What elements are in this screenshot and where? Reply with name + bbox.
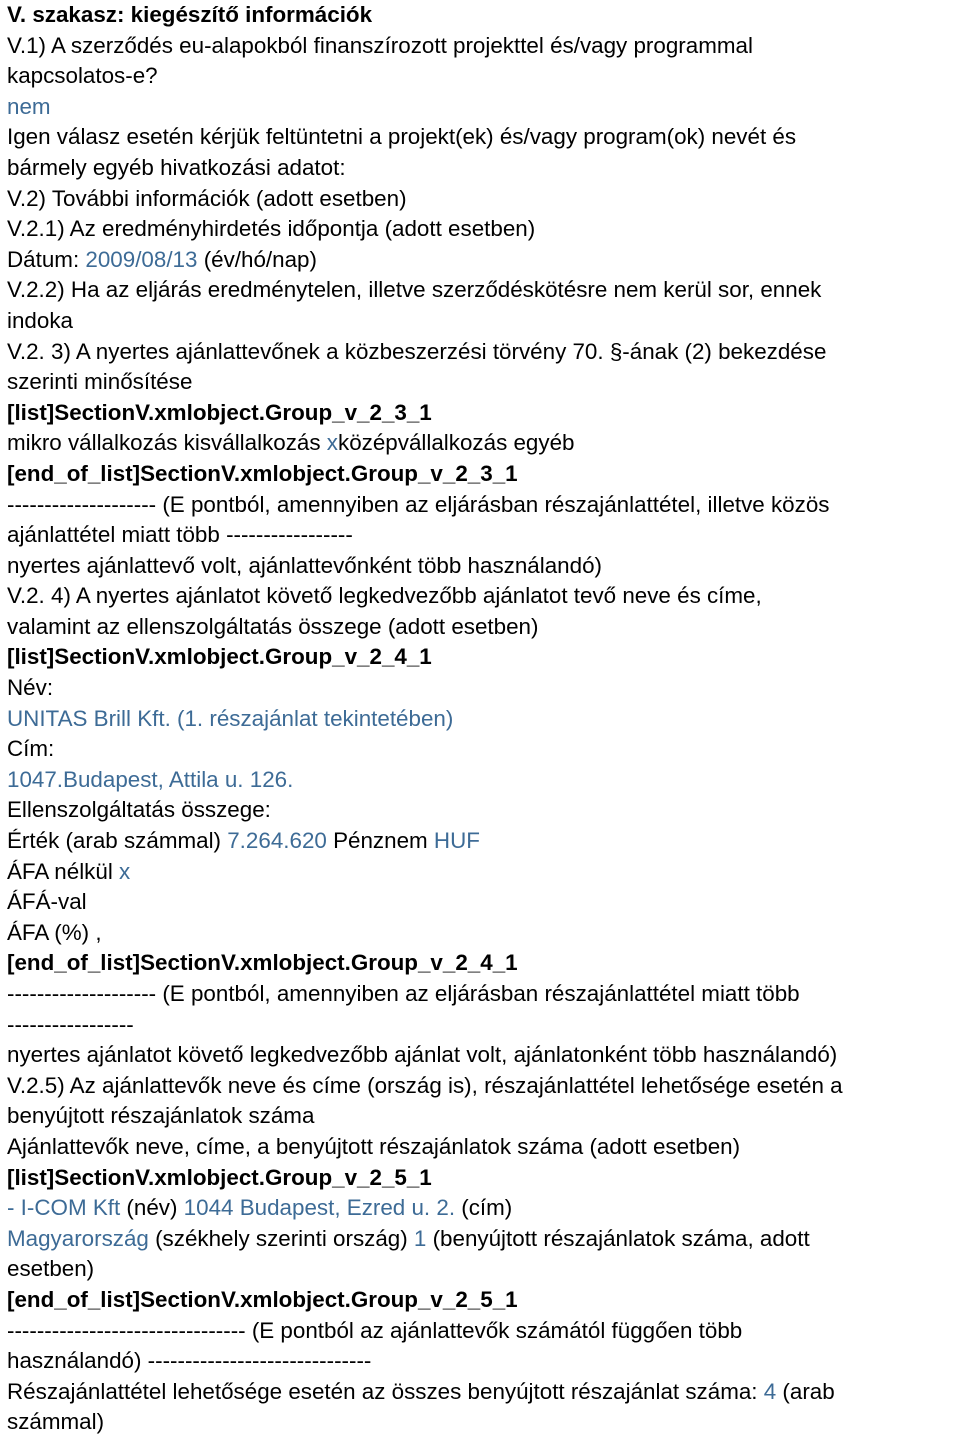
v24-note-line2: ----------------- [7, 1011, 134, 1037]
v23-list-start: [list]SectionV.xmlobject.Group_v_2_3_1 [7, 399, 432, 425]
v1-question-line2: kapcsolatos-e? [7, 63, 158, 89]
v22-line1: V.2.2) Ha az eljárás eredménytelen, illetve szerződéskötésre nem kerül sor, ennek [7, 277, 822, 303]
v21-heading: V.2.1) Az eredményhirdetés időpontja (adott esetben) [7, 216, 536, 242]
v24-consideration-label: Ellenszolgáltatás összege: [7, 797, 271, 823]
v24-line1: V.2. 4) A nyertes ajánlatot követő legkedvezőbb ajánlatot tevő neve és címe, [7, 583, 762, 609]
v24-list-start: [list]SectionV.xmlobject.Group_v_2_4_1 [7, 644, 432, 670]
v24-value-row [7, 826, 960, 857]
v24-note-line3: nyertes ajánlatot követő legkedvezőbb ajánlat volt, ajánlatonként több használandó) [7, 1042, 838, 1068]
v25-list-start: [list]SectionV.xmlobject.Group_v_2_5_1 [7, 1164, 432, 1190]
vat-excl-label: ÁFA nélkül [7, 858, 120, 884]
v25-line2: benyújtott részajánlatok száma [7, 1103, 315, 1129]
v24-list-end: [end_of_list]SectionV.xmlobject.Group_v_2_4_1 [7, 950, 518, 976]
currency-value: HUF [433, 828, 480, 854]
date-label: Dátum: [7, 246, 86, 272]
v1-note-line1: Igen válasz esetén kérjük feltüntetni a projekt(ek) és/vagy program(ok) nevét és [7, 124, 797, 150]
bidder-country: Magyarország [7, 1225, 149, 1251]
vat-excl-mark: x [119, 858, 131, 884]
v23-list-end: [end_of_list]SectionV.xmlobject.Group_v_2_3_1 [7, 460, 518, 486]
options-before: mikro vállalkozás kisvállalkozás [7, 430, 327, 456]
v1-note-line2: bármely egyéb hivatkozási adatot: [7, 154, 346, 180]
bids-suffix: (benyújtott részajánlatok száma, adott [426, 1225, 810, 1251]
v25-note-line1: -------------------------------- (E pontból az ajánlattevők számától függően több [7, 1317, 743, 1343]
v24-vat-incl-label: ÁFÁ-val [7, 889, 87, 915]
v25-total-suffix-line2: számmal) [7, 1409, 105, 1435]
selected-mark: x [326, 430, 338, 456]
v23-line1: V.2. 3) A nyertes ajánlattevőnek a közbeszerzési törvény 70. §-ának (2) bekezdése [7, 338, 827, 364]
v25-bids-suffix-line2: esetben) [7, 1256, 95, 1282]
v24-line2: valamint az ellenszolgáltatás összege (adott esetben) [7, 613, 539, 639]
name-suffix: (név) [120, 1195, 184, 1221]
total-suffix: (arab [776, 1378, 835, 1404]
value-label: Érték (arab számmal) [7, 828, 228, 854]
v24-address-label: Cím: [7, 736, 55, 762]
v24-vat-excl-row [7, 857, 960, 888]
v25-total-row [7, 1377, 960, 1408]
bidder-name: - I-COM Kft [7, 1195, 121, 1221]
v24-name-value: UNITAS Brill Kft. (1. részajánlat tekintetében) [7, 705, 454, 731]
v24-note-line1: -------------------- (E pontból, amennyiben az eljárásban részajánlattétel miatt több [7, 981, 800, 1006]
v24-address-value: 1047.Budapest, Attila u. 126. [7, 766, 294, 792]
date-format: (év/hó/nap) [197, 246, 317, 272]
bidder-address: 1044 Budapest, Ezred u. 2. [183, 1195, 456, 1221]
country-suffix: (székhely szerinti ország) [148, 1225, 414, 1251]
v22-line2: indoka [7, 307, 73, 333]
v25-note-line2: használandó) ------------------------------ [7, 1348, 372, 1374]
currency-label: Pénznem [326, 828, 434, 854]
v25-line1: V.2.5) Az ajánlattevők neve és címe (ország is), részajánlattétel lehetősége esetén a [7, 1072, 843, 1098]
v25-country-row [7, 1224, 960, 1255]
v1-question-line1: V.1) A szerződés eu-alapokból finanszírozott projekttel és/vagy programmal [7, 32, 753, 58]
total-label: Részajánlattétel lehetősége esetén az összes benyújtott részajánlat száma: [7, 1378, 764, 1404]
options-after: középvállalkozás egyéb [338, 430, 575, 456]
v24-name-label: Név: [7, 675, 54, 701]
address-suffix: (cím) [455, 1195, 513, 1221]
v21-date-row [7, 245, 960, 276]
v23-line2: szerinti minősítése [7, 369, 193, 395]
section-title: V. szakasz: kiegészítő információk [7, 2, 373, 27]
total-value: 4 [763, 1378, 777, 1404]
value-amount: 7.264.620 [227, 828, 327, 854]
date-value: 2009/08/13 [85, 246, 198, 272]
v25-line3: Ajánlattevők neve, címe, a benyújtott részajánlatok száma (adott esetben) [7, 1133, 741, 1159]
v23-note-line1: -------------------- (E pontból, amennyiben az eljárásban részajánlattétel, illetve közös [7, 491, 830, 517]
v24-vat-pct-label: ÁFA (%) , [7, 919, 102, 945]
v2-heading: V.2) További információk (adott esetben) [7, 185, 407, 211]
v23-note-line2: ajánlattétel miatt több ----------------- [7, 522, 353, 548]
v23-options-row [7, 428, 960, 459]
v23-note-line3: nyertes ajánlattevő volt, ajánlattevőnként több használandó) [7, 552, 602, 578]
v25-list-end: [end_of_list]SectionV.xmlobject.Group_v_2_5_1 [7, 1286, 518, 1312]
v1-answer: nem [7, 93, 51, 119]
bids-count: 1 [413, 1225, 427, 1251]
v25-bidder-row [7, 1193, 960, 1224]
